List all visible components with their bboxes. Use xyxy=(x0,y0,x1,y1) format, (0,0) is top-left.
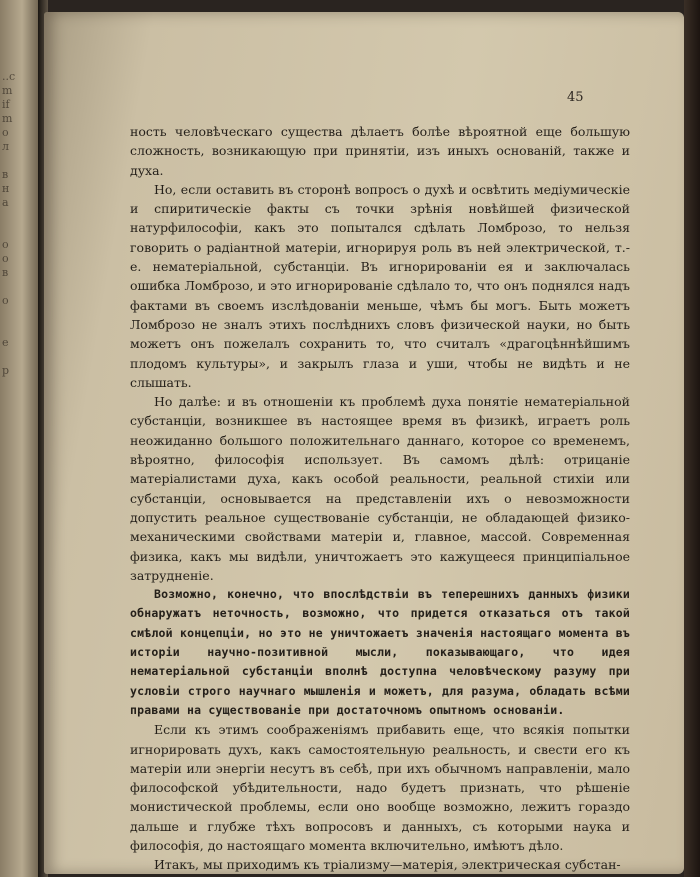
previous-page-text-fragment: ..c m if m о л в н а о о в о е р xyxy=(2,70,16,377)
paragraph: Но далѣе: и въ отношеніи къ проблемѣ духа понятіе нематеріальной субстанціи, возникшее въ настоящее время въ физикѣ, играетъ роль неожиданно большого положительнаго даннаго, которое со временемъ, вѣроятно, философія использует. Въ самомъ дѣлѣ: отрицаніе матеріалистами духа, какъ особой реальности, реальной стихіи или субстанціи, основывается на представленіи ихъ о невозможности допустить реальное существованіе субстанціи, не обладающей физико-механическими свойствами матеріи и, главное, массой. Современная физика, какъ мы видѣли, уничтожаетъ это кажущееся принципіальное затрудненіе. xyxy=(130,394,630,583)
page-number: 45 xyxy=(567,90,584,105)
paragraph-emphasized: Возможно, конечно, что впослѣдствіи въ теперешнихъ данныхъ физики обнаружатъ неточность, возможно, что придется отказаться отъ такой смѣлой концепціи, но это не уничтожаетъ значенія настоящаго момента въ исторіи научно-позитивной мысли, показывающаго, что идея нематеріальной субстанціи вполнѣ доступна человѣческому разуму при условіи строго научнаго мышленія и можетъ, для разума, обладать всѣми правами на существованіе при достаточномъ опытномъ основаніи. xyxy=(130,587,630,717)
page-body-text xyxy=(130,122,630,875)
paragraph: Итакъ, мы приходимъ къ тріализму—матерія, электрическая субстан- xyxy=(154,857,621,873)
paragraph: Если къ этимъ соображеніямъ прибавить еще, что всякія попытки игнорировать духъ, какъ самостоятельную реальность, и свести его къ матеріи или энергіи несутъ въ себѣ, при ихъ обычномъ направленіи, мало философской убѣдительности, надо будетъ признать, что рѣшеніе монистической проблемы, если оно вообще возможно, лежитъ гораздо дальше и глубже тѣхъ вопросовъ и данныхъ, съ которыми наука и философія, до настоящаго момента включительно, имѣютъ дѣло. xyxy=(130,722,630,853)
paragraph: Но, если оставить въ сторонѣ вопросъ о духѣ и освѣтить медіумическіе и спиритическіе факты съ точки зрѣнія новѣйшей физической натурфилософіи, какъ это попытался сдѣлать Ломброзо, то нельзя говорить о радіантной матеріи, игнорируя роль въ ней электрической, т.-е. нематеріальной, субстанціи. Въ игнорированіи ея и заключалась ошибка Ломброзо, и это игнорированіе сдѣлало то, что онъ поднялся надъ фактами въ своемъ изслѣдованіи меньше, чѣмъ бы могъ. Быть можетъ Ломброзо не зналъ этихъ послѣднихъ словъ физической науки, но быть можетъ онъ пожелалъ сохранить то, что считалъ «драгоцѣннѣйшимъ плодомъ культуры», и закрылъ глаза и уши, чтобы не видѣть и не слышать. xyxy=(130,181,630,390)
previous-page-edge xyxy=(0,0,40,877)
paragraph: ность человѣческаго существа дѣлаетъ болѣе вѣроятной еще большую сложность, возникающую при принятіи, изъ иныхъ основаній, также и духа. xyxy=(130,124,630,178)
book-page xyxy=(44,12,684,874)
book-cover-edge xyxy=(684,0,700,877)
